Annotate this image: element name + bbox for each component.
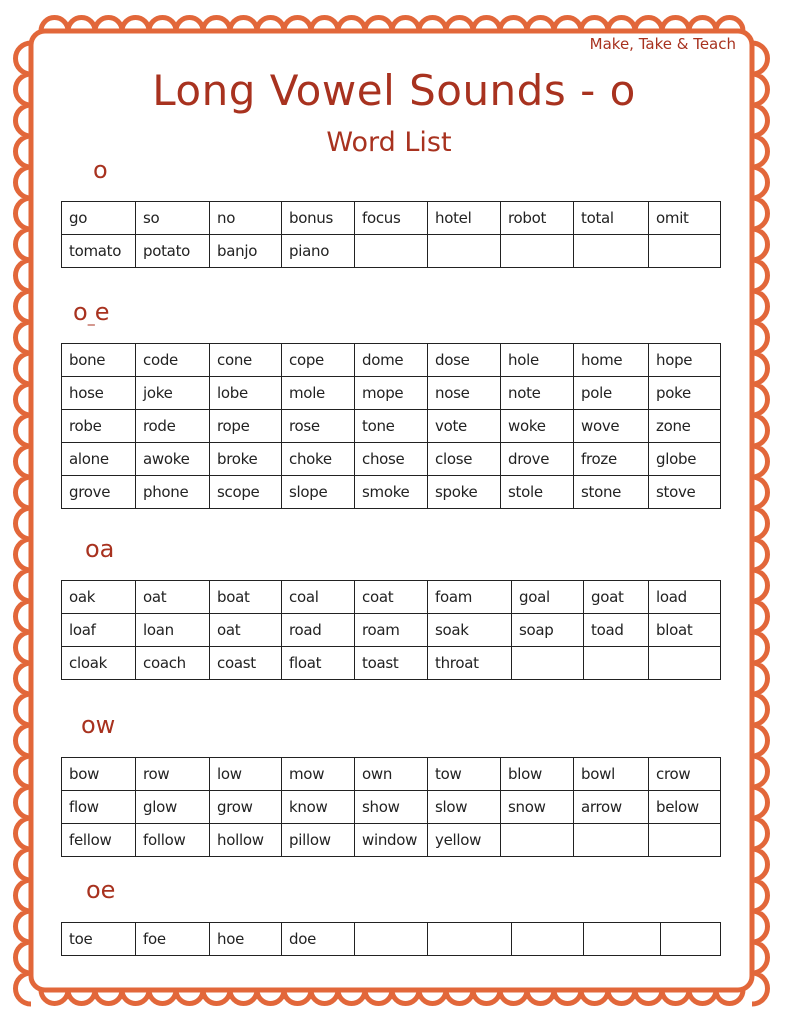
table-row xyxy=(62,758,721,791)
word-cell xyxy=(584,923,661,956)
word-table-oa xyxy=(61,580,721,680)
section-label-ow: ow xyxy=(81,711,116,739)
word-cell xyxy=(574,235,649,268)
word-cell: bloat xyxy=(649,614,721,647)
word-cell: tomato xyxy=(62,235,136,268)
word-cell: grow xyxy=(210,791,282,824)
word-cell: alone xyxy=(62,443,136,476)
word-cell: foam xyxy=(428,581,512,614)
word-cell: soap xyxy=(512,614,584,647)
word-cell: hoe xyxy=(210,923,282,956)
word-cell: tone xyxy=(355,410,428,443)
word-cell: note xyxy=(501,377,574,410)
word-cell: rode xyxy=(136,410,210,443)
word-cell: coat xyxy=(355,581,428,614)
word-cell xyxy=(501,824,574,857)
table-row xyxy=(62,824,721,857)
word-cell: bowl xyxy=(574,758,649,791)
word-cell: yellow xyxy=(428,824,501,857)
word-cell: bone xyxy=(62,344,136,377)
word-cell xyxy=(512,647,584,680)
table-row xyxy=(62,476,721,509)
word-cell xyxy=(355,235,428,268)
word-cell: bonus xyxy=(282,202,355,235)
word-cell: so xyxy=(136,202,210,235)
word-cell: globe xyxy=(649,443,721,476)
word-cell: road xyxy=(282,614,355,647)
word-cell: zone xyxy=(649,410,721,443)
word-cell: goat xyxy=(584,581,649,614)
word-cell xyxy=(649,647,721,680)
word-cell: scope xyxy=(210,476,282,509)
word-cell: blow xyxy=(501,758,574,791)
word-cell: robe xyxy=(62,410,136,443)
word-cell: follow xyxy=(136,824,210,857)
section-label-o-e xyxy=(73,298,109,326)
word-cell: oat xyxy=(210,614,282,647)
word-cell: below xyxy=(649,791,721,824)
table-row xyxy=(62,410,721,443)
word-cell xyxy=(428,923,512,956)
word-cell xyxy=(649,235,721,268)
word-cell: show xyxy=(355,791,428,824)
word-cell: roam xyxy=(355,614,428,647)
word-cell: throat xyxy=(428,647,512,680)
word-cell: choke xyxy=(282,443,355,476)
word-cell: banjo xyxy=(210,235,282,268)
word-cell xyxy=(512,923,584,956)
page-subtitle: Word List xyxy=(326,127,452,158)
word-cell: dome xyxy=(355,344,428,377)
word-cell: awoke xyxy=(136,443,210,476)
word-cell: row xyxy=(136,758,210,791)
table-row xyxy=(62,377,721,410)
section-label-oa: oa xyxy=(85,535,115,563)
section-label-text: o_e xyxy=(73,298,110,326)
word-cell: loan xyxy=(136,614,210,647)
word-cell: dose xyxy=(428,344,501,377)
word-cell: arrow xyxy=(574,791,649,824)
word-cell: mole xyxy=(282,377,355,410)
word-cell: poke xyxy=(649,377,721,410)
word-cell: cone xyxy=(210,344,282,377)
word-cell: potato xyxy=(136,235,210,268)
word-cell: hollow xyxy=(210,824,282,857)
word-cell: boat xyxy=(210,581,282,614)
page-title: Long Vowel Sounds - o xyxy=(152,66,636,115)
section-label-oe: oe xyxy=(86,876,116,904)
word-cell xyxy=(501,235,574,268)
word-cell: goal xyxy=(512,581,584,614)
word-cell: piano xyxy=(282,235,355,268)
word-cell: oat xyxy=(136,581,210,614)
table-row xyxy=(62,923,721,956)
word-cell: crow xyxy=(649,758,721,791)
word-cell: woke xyxy=(501,410,574,443)
word-cell xyxy=(428,235,501,268)
word-cell: coal xyxy=(282,581,355,614)
word-cell: bow xyxy=(62,758,136,791)
table-row xyxy=(62,344,721,377)
word-cell xyxy=(649,824,721,857)
word-cell xyxy=(574,824,649,857)
word-cell: rose xyxy=(282,410,355,443)
word-cell: cope xyxy=(282,344,355,377)
word-cell: stove xyxy=(649,476,721,509)
word-cell: focus xyxy=(355,202,428,235)
word-cell: grove xyxy=(62,476,136,509)
word-cell: close xyxy=(428,443,501,476)
word-cell: low xyxy=(210,758,282,791)
word-cell: glow xyxy=(136,791,210,824)
word-cell: toe xyxy=(62,923,136,956)
word-cell: coast xyxy=(210,647,282,680)
word-cell: omit xyxy=(649,202,721,235)
word-cell: nose xyxy=(428,377,501,410)
table-row xyxy=(62,791,721,824)
word-cell: vote xyxy=(428,410,501,443)
word-cell: robot xyxy=(501,202,574,235)
word-cell: broke xyxy=(210,443,282,476)
word-cell: stone xyxy=(574,476,649,509)
word-cell: hose xyxy=(62,377,136,410)
word-cell: own xyxy=(355,758,428,791)
word-cell: loaf xyxy=(62,614,136,647)
word-cell: tow xyxy=(428,758,501,791)
word-cell: snow xyxy=(501,791,574,824)
word-cell: coach xyxy=(136,647,210,680)
word-cell: home xyxy=(574,344,649,377)
word-cell: wove xyxy=(574,410,649,443)
table-row xyxy=(62,202,721,235)
word-cell: spoke xyxy=(428,476,501,509)
word-cell: smoke xyxy=(355,476,428,509)
word-cell: pillow xyxy=(282,824,355,857)
word-cell: total xyxy=(574,202,649,235)
word-cell: mope xyxy=(355,377,428,410)
word-cell: doe xyxy=(282,923,355,956)
word-cell: cloak xyxy=(62,647,136,680)
word-cell: mow xyxy=(282,758,355,791)
word-cell: toast xyxy=(355,647,428,680)
word-table-ow xyxy=(61,757,721,857)
word-cell xyxy=(584,647,649,680)
word-cell: oak xyxy=(62,581,136,614)
table-row xyxy=(62,443,721,476)
word-cell: toad xyxy=(584,614,649,647)
section-label-o: o xyxy=(93,156,108,184)
word-cell: slope xyxy=(282,476,355,509)
word-cell: drove xyxy=(501,443,574,476)
word-cell: flow xyxy=(62,791,136,824)
table-row xyxy=(62,581,721,614)
word-cell: slow xyxy=(428,791,501,824)
word-cell: hope xyxy=(649,344,721,377)
publisher-credit: Make, Take & Teach xyxy=(589,35,736,53)
word-table-oe xyxy=(61,922,721,956)
word-cell: fellow xyxy=(62,824,136,857)
word-cell: go xyxy=(62,202,136,235)
word-cell: froze xyxy=(574,443,649,476)
word-cell: stole xyxy=(501,476,574,509)
word-cell: no xyxy=(210,202,282,235)
word-table-o-e xyxy=(61,343,721,509)
word-cell: hole xyxy=(501,344,574,377)
word-cell: chose xyxy=(355,443,428,476)
word-cell: rope xyxy=(210,410,282,443)
word-cell: phone xyxy=(136,476,210,509)
word-cell: soak xyxy=(428,614,512,647)
table-row xyxy=(62,614,721,647)
word-cell xyxy=(661,923,721,956)
word-cell xyxy=(355,923,428,956)
table-row xyxy=(62,235,721,268)
word-cell: know xyxy=(282,791,355,824)
word-cell: float xyxy=(282,647,355,680)
word-table-o xyxy=(61,201,721,268)
word-cell: window xyxy=(355,824,428,857)
word-cell: joke xyxy=(136,377,210,410)
table-row xyxy=(62,647,721,680)
word-cell: pole xyxy=(574,377,649,410)
word-cell: foe xyxy=(136,923,210,956)
word-cell: load xyxy=(649,581,721,614)
word-cell: lobe xyxy=(210,377,282,410)
word-cell: code xyxy=(136,344,210,377)
word-cell: hotel xyxy=(428,202,501,235)
